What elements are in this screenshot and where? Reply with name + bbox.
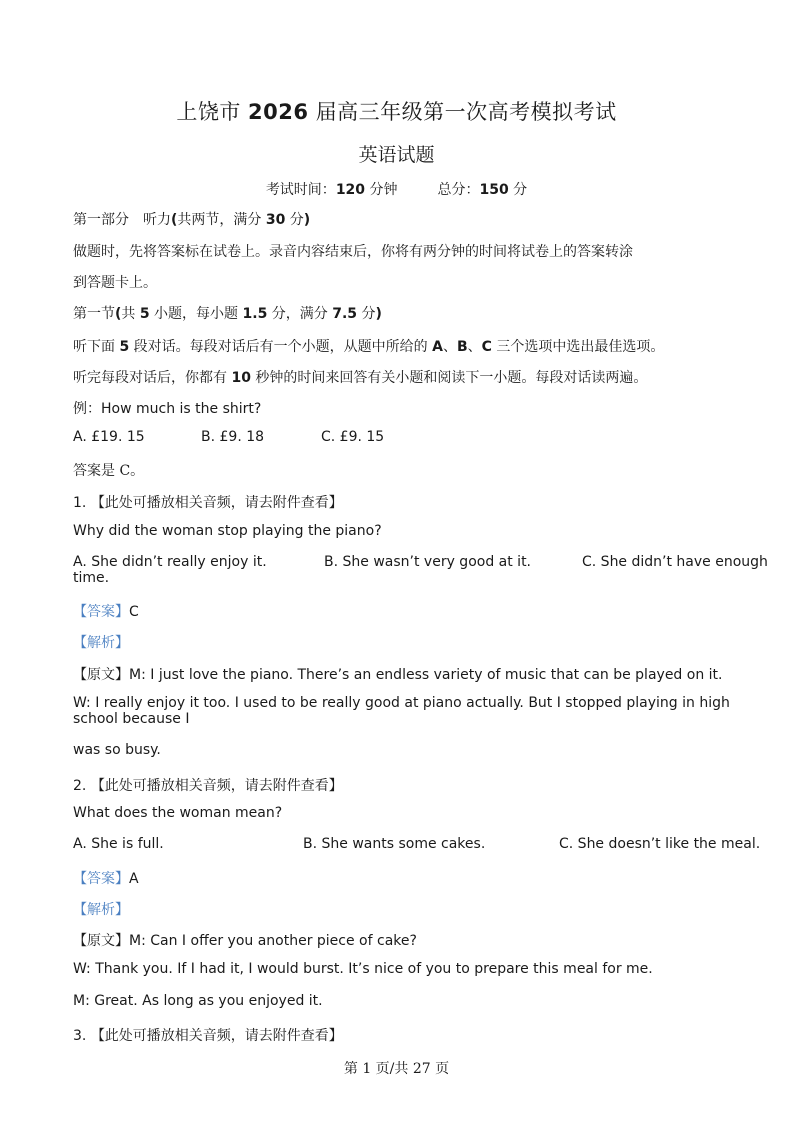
time-unit: 分钟 <box>365 182 398 198</box>
exam-meta <box>0 179 793 199</box>
example-answer: 答案是 C。 <box>73 463 145 479</box>
instruction-line: 做题时，先将答案标在试卷上。录音内容结束后，你将有两分钟的时间将试卷上的答案转涂 <box>73 244 633 260</box>
script-text: M: Can I offer you another piece of cake? <box>129 933 417 949</box>
question-2-option-c: C. She doesn’t like the meal. <box>559 836 761 852</box>
text: 秒钟的时间来回答有关小题和阅读下一小题。每段对话读两遍。 <box>250 370 648 386</box>
audio-placeholder: 【此处可播放相关音频，请去附件查看】 <box>90 778 343 794</box>
question-1-script-line <box>73 664 722 684</box>
score-value: 150 <box>479 182 509 198</box>
section1-instruction <box>73 367 647 387</box>
question-2-option-b: B. She wants some cakes. <box>303 836 486 852</box>
title-suffix: 届高三年级第一次高考模拟考试 <box>308 100 617 124</box>
example-option-c: C. £9. 15 <box>321 429 385 445</box>
question-2-text: What does the woman mean? <box>73 805 283 821</box>
question-1-option-c: C. She didn’t have enough time. <box>73 554 768 586</box>
question-2-script-line <box>73 930 417 950</box>
per-question-score: 1.5 <box>242 306 268 322</box>
title-prefix: 上饶市 <box>176 100 249 124</box>
question-2-option-a: A. She is full. <box>73 836 164 852</box>
question-count: 5 <box>139 306 150 322</box>
paren-close: ) <box>375 306 382 322</box>
text: 共 <box>121 306 140 322</box>
question-1-audio[interactable] <box>73 492 343 512</box>
page-number: 第 1 页/共 27 页 <box>343 1061 450 1077</box>
exam-subject: 英语试题 <box>358 144 435 166</box>
section1-instruction <box>73 336 664 356</box>
question-2-script-line: M: Great. As long as you enjoyed it. <box>73 993 323 1009</box>
question-1-script-line: was so busy. <box>73 742 161 758</box>
part1-heading <box>73 209 310 229</box>
time-value: 120 <box>335 182 366 198</box>
answer-value: C <box>129 604 139 620</box>
audio-placeholder: 【此处可播放相关音频，请去附件查看】 <box>90 1028 343 1044</box>
part1-heading-mid: 共两节，满分 <box>177 212 266 228</box>
question-1-option-b: B. She wasn’t very good at it. <box>324 554 532 570</box>
text: 分 <box>357 306 376 322</box>
question-number: 3. <box>73 1028 91 1044</box>
dialog-count: 5 <box>119 339 130 355</box>
part1-heading-text: 第一部分 听力 <box>73 212 171 228</box>
question-3-audio[interactable] <box>73 1025 343 1045</box>
text: 分，满分 <box>267 306 333 322</box>
option-letter: C <box>481 339 492 355</box>
instruction-line: 到答题卡上。 <box>73 275 157 291</box>
title-year: 2026 <box>248 100 309 124</box>
text: 、 <box>442 339 457 355</box>
exam-title <box>0 96 793 126</box>
score-label: 总分： <box>437 182 480 198</box>
example-option-a: A. £19. 15 <box>73 429 145 445</box>
answer-label: 【答案】 <box>73 871 129 887</box>
part1-total-score: 30 <box>265 212 286 228</box>
question-number: 1. <box>73 495 91 511</box>
question-1-answer <box>73 601 139 621</box>
option-letter: A <box>432 339 443 355</box>
example-question <box>73 398 261 418</box>
text: 听完每段对话后，你都有 <box>73 370 232 386</box>
text: 听下面 <box>73 339 120 355</box>
seconds-count: 10 <box>231 370 251 386</box>
question-1-option-a: A. She didn’t really enjoy it. <box>73 554 267 570</box>
section1-heading <box>73 303 382 323</box>
paren-open: ( <box>115 306 122 322</box>
question-1-text: Why did the woman stop playing the piano? <box>73 523 382 539</box>
question-1-analysis-label: 【解析】 <box>73 635 129 651</box>
example-label: 例： <box>73 401 101 417</box>
score-unit: 分 <box>508 182 528 198</box>
question-2-script-line: W: Thank you. If I had it, I would burst. It’s nice of you to prepare this meal for me. <box>73 961 653 977</box>
answer-label: 【答案】 <box>73 604 129 620</box>
text: 、 <box>467 339 482 355</box>
question-2-audio[interactable] <box>73 775 343 795</box>
script-text: M: I just love the piano. There’s an endless variety of music that can be played on it. <box>129 667 723 683</box>
part1-heading-unit: 分 <box>285 212 304 228</box>
text: 三个选项中选出最佳选项。 <box>491 339 665 355</box>
question-2-answer <box>73 868 139 888</box>
option-letter: B <box>456 339 468 355</box>
example-option-b: B. £9. 18 <box>201 429 265 445</box>
audio-placeholder: 【此处可播放相关音频，请去附件查看】 <box>90 495 343 511</box>
section1-label: 第一节 <box>73 306 115 322</box>
text: 段对话。每段对话后有一个小题，从题中所给的 <box>129 339 433 355</box>
section-total-score: 7.5 <box>332 306 358 322</box>
answer-value: A <box>129 871 139 887</box>
script-label: 【原文】 <box>73 667 129 683</box>
paren-close: ) <box>303 212 311 228</box>
time-label: 考试时间： <box>265 182 336 198</box>
example-question-text: How much is the shirt? <box>101 401 262 417</box>
text: 小题，每小题 <box>149 306 243 322</box>
script-label: 【原文】 <box>73 933 129 949</box>
question-1-script-line: W: I really enjoy it too. I used to be really good at piano actually. But I stopped playing in high school because I <box>73 695 730 727</box>
question-2-analysis-label: 【解析】 <box>73 902 129 918</box>
question-number: 2. <box>73 778 91 794</box>
paren-open: ( <box>171 212 178 228</box>
